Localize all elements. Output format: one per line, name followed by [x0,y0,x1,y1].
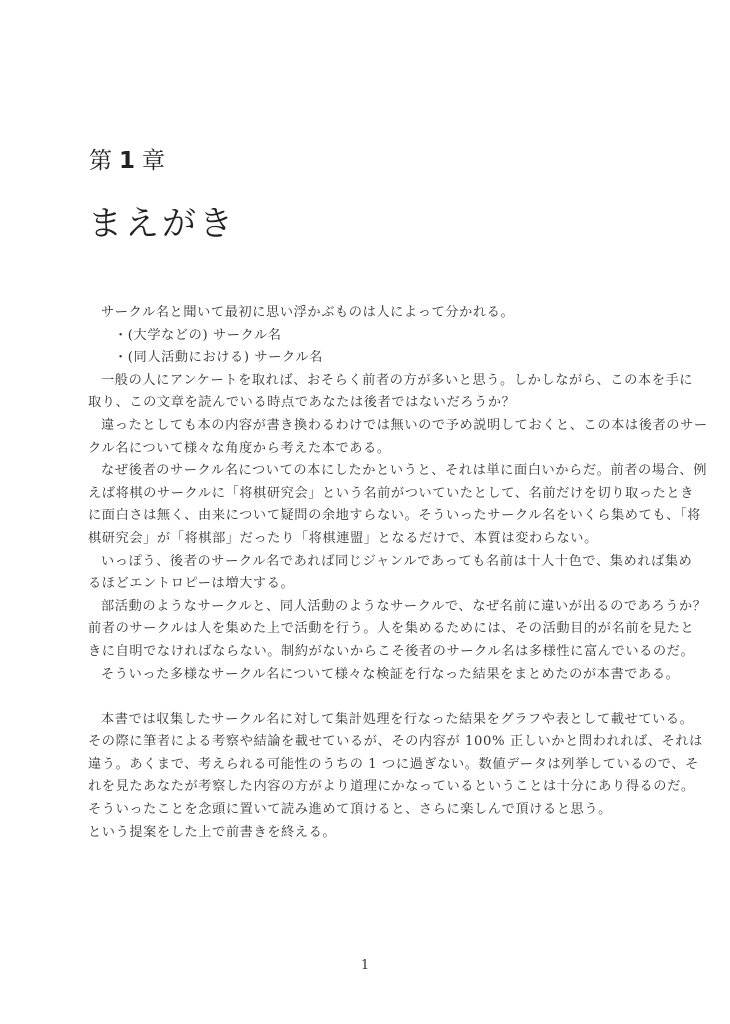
text-line: なぜ後者のサークル名についての本にしたかというと、それは単に面白いからだ。前者の場合、例 [101,463,707,479]
chapter-label [89,142,166,175]
text-line: 取り、この文章を読んでいる時点であなたは後者ではないだろうか？ [88,395,516,411]
text-line: れを見たあなたが考察した内容の方がより道理にかなっているということは十分にあり得るのだ。 [88,779,695,795]
chapter-number: 1 [119,148,137,174]
page-number: 1 [360,958,370,973]
text-line: えば将棋のサークルに「将棋研究会」という名前がついていたとして、名前だけを切り取ったとき [88,485,694,501]
bullet-item: ・(同人活動における) サークル名 [114,350,323,366]
body-text [88,302,708,844]
text-line: 棋研究会」が「将棋部」だったり「将棋連盟」となるだけで、本質は変わらない。 [88,530,598,546]
text-line: クル名について様々な角度から考えた本である。 [88,440,391,456]
text-line: という提案をした上で前書きを終える。 [88,824,337,840]
text-line: 一般の人にアンケートを取れば、おそらく前者の方が多いと思う。しかしながら、この本を手に [101,372,694,388]
text-line: サークル名と聞いて最初に思い浮かぶものは人によって分かれる。 [101,305,515,320]
text-line: その際に筆者による考察や結論を載せているが、その内容が 100% 正しいかと問われれば、それは [88,734,703,750]
chapter-title: まえがき [88,204,236,244]
text-line: そういったことを念頭に置いて読み進めて頂けると、さらに楽しんで頂けると思う。 [88,802,612,818]
paragraph-gap [88,686,648,709]
text-line: 部活動のようなサークルと、同人活動のようなサークルで、なぜ名前に違いが出るのであろうか？ [101,598,707,614]
text-line: きに自明でなければならない。制約がないからこそ後者のサークル名は多様性に富んでいるのだ。 [88,643,695,659]
text-line: 前者のサークルは人を集めた上で活動を行う。人を集めるためには、その活動目的が名前を見たと [88,621,695,637]
bullet-item: ・(大学などの) サークル名 [114,327,282,343]
text-line: そういった多様なサークル名について様々な検証を行なった結果をまとめたのが本書である。 [101,666,680,682]
text-line: に面白さは無く、由来について疑問の余地すらない。そういったサークル名をいくら集めても、「将 [88,508,701,524]
chapter-suffix: 章 [142,148,167,174]
text-line: 違う。あくまで、考えられる可能性のうちの 1 つに過ぎない。数値データは列挙しているので、そ [88,756,699,772]
text-line: 本書では収集したサークル名に対して集計処理を行なった結果をグラフや表として載せている。 [101,711,694,727]
text-line: 違ったとしても本の内容が書き換わるわけでは無いので予め説明しておくと、この本は後者のサー [101,417,708,433]
chapter-prefix: 第 [89,148,113,174]
text-line: るほどエントロピーは増大する。 [88,576,295,592]
text-line: いっぽう、後者のサークル名であれば同じジャンルであっても名前は十人十色で、集めれば集め [101,553,693,569]
